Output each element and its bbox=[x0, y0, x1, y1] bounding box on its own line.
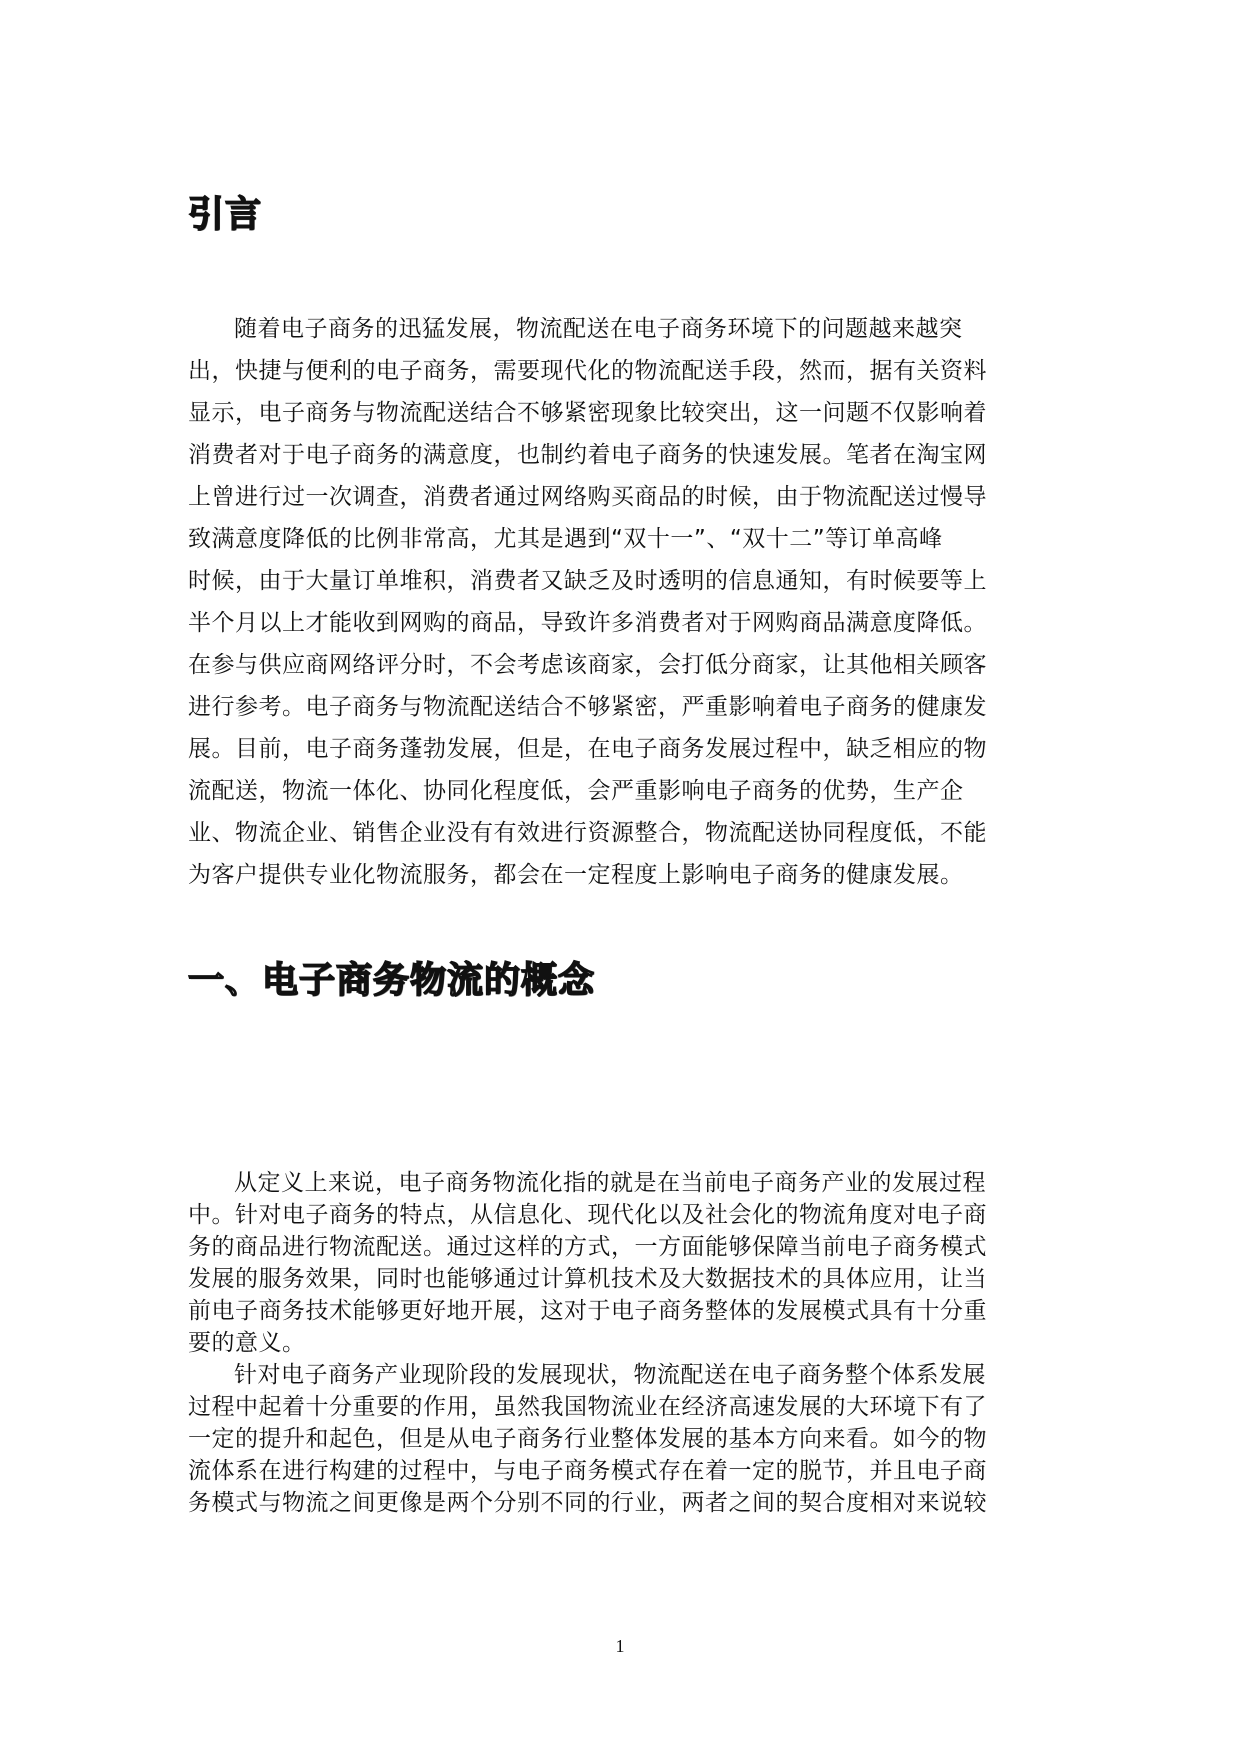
section-line: 要的意义。 bbox=[188, 1330, 306, 1356]
intro-line: 半个月以上才能收到网购的商品，导致许多消费者对于网购商品满意度降低。 bbox=[188, 610, 987, 636]
intro-line: 流配送，物流一体化、协同化程度低，会严重影响电子商务的优势，生产企 bbox=[188, 778, 964, 804]
intro-line: 显示，电子商务与物流配送结合不够紧密现象比较突出，这一问题不仅影响着 bbox=[188, 400, 987, 426]
heading-intro: 引言 bbox=[188, 194, 263, 235]
intro-line: 展。目前，电子商务蓬勃发展，但是，在电子商务发展过程中，缺乏相应的物 bbox=[188, 736, 987, 762]
section-line: 务模式与物流之间更像是两个分别不同的行业，两者之间的契合度相对来说较 bbox=[188, 1490, 987, 1516]
intro-line: 致满意度降低的比例非常高，尤其是遇到“双十一”、“双十二”等订单高峰 bbox=[188, 526, 943, 552]
intro-line: 出，快捷与便利的电子商务，需要现代化的物流配送手段，然而，据有关资料 bbox=[188, 358, 987, 384]
intro-line: 消费者对于电子商务的满意度，也制约着电子商务的快速发展。笔者在淘宝网 bbox=[188, 442, 987, 468]
intro-line: 在参与供应商网络评分时，不会考虑该商家，会打低分商家，让其他相关顾客 bbox=[188, 652, 987, 678]
section-line: 流体系在进行构建的过程中，与电子商务模式存在着一定的脱节，并且电子商 bbox=[188, 1458, 987, 1484]
intro-line: 业、物流企业、销售企业没有有效进行资源整合，物流配送协同程度低，不能 bbox=[188, 820, 987, 846]
section-line: 一定的提升和起色，但是从电子商务行业整体发展的基本方向来看。如今的物 bbox=[188, 1426, 987, 1452]
intro-line: 进行参考。电子商务与物流配送结合不够紧密，严重影响着电子商务的健康发 bbox=[188, 694, 987, 720]
intro-line: 随着电子商务的迅猛发展，物流配送在电子商务环境下的问题越来越突 bbox=[234, 316, 963, 342]
section-line: 过程中起着十分重要的作用，虽然我国物流业在经济高速发展的大环境下有了 bbox=[188, 1394, 987, 1420]
intro-line: 为客户提供专业化物流服务，都会在一定程度上影响电子商务的健康发展。 bbox=[188, 862, 964, 888]
page-number: 1 bbox=[615, 1636, 625, 1656]
section-line: 中。针对电子商务的特点，从信息化、现代化以及社会化的物流角度对电子商 bbox=[188, 1202, 987, 1228]
section-line: 务的商品进行物流配送。通过这样的方式，一方面能够保障当前电子商务模式 bbox=[188, 1234, 987, 1260]
section-line: 从定义上来说，电子商务物流化指的就是在当前电子商务产业的发展过程 bbox=[234, 1170, 986, 1196]
section-line: 发展的服务效果，同时也能够通过计算机技术及大数据技术的具体应用，让当 bbox=[188, 1266, 987, 1292]
intro-line: 时候，由于大量订单堆积，消费者又缺乏及时透明的信息通知，有时候要等上 bbox=[188, 568, 987, 594]
section-line: 前电子商务技术能够更好地开展，这对于电子商务整体的发展模式具有十分重 bbox=[188, 1298, 987, 1324]
intro-line: 上曾进行过一次调查，消费者通过网络购买商品的时候，由于物流配送过慢导 bbox=[188, 484, 987, 510]
section-line: 针对电子商务产业现阶段的发展现状，物流配送在电子商务整个体系发展 bbox=[234, 1362, 986, 1388]
heading-section-1: 一、电子商务物流的概念 bbox=[188, 960, 596, 1001]
